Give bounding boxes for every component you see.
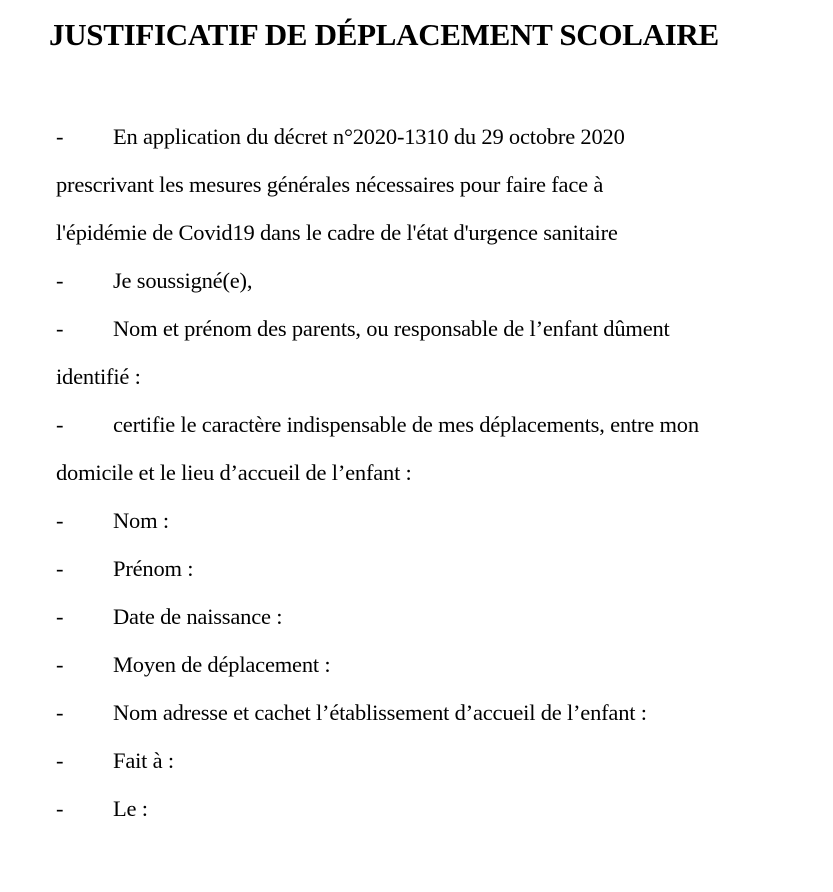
bullet-dash: -	[56, 124, 64, 149]
fait-a-field-label: Fait à :	[113, 748, 174, 773]
list-item-fait-a	[56, 737, 833, 785]
list-item-decret	[56, 113, 833, 161]
list-item-etablissement	[56, 689, 833, 737]
document-title: JUSTIFICATIF DE DÉPLACEMENT SCOLAIRE	[49, 17, 719, 52]
list-item-certifie	[56, 401, 833, 449]
etablissement-field-label: Nom adresse et cachet l’établissement d’accueil de l’enfant :	[113, 700, 647, 725]
moyen-deplacement-field-label: Moyen de déplacement :	[113, 652, 331, 677]
continuation-line	[56, 161, 833, 209]
decret-text-cont-2: l'épidémie de Covid19 dans le cadre de l'état d'urgence sanitaire	[56, 220, 618, 245]
decret-text-cont-1: prescrivant les mesures générales nécessaires pour faire face à	[56, 172, 604, 197]
continuation-line	[56, 209, 833, 257]
certifie-text-cont: domicile et le lieu d’accueil de l’enfant :	[56, 460, 412, 485]
continuation-line	[56, 353, 833, 401]
bullet-dash: -	[56, 556, 64, 581]
bullet-dash: -	[56, 748, 64, 773]
list-item-parents	[56, 305, 833, 353]
parents-field-label: Nom et prénom des parents, ou responsable de l’enfant dûment	[113, 316, 670, 341]
bullet-dash: -	[56, 604, 64, 629]
le-field-label: Le :	[113, 796, 148, 821]
parents-field-label-cont: identifié :	[56, 364, 141, 389]
continuation-line	[56, 449, 833, 497]
list-item-soussigne	[56, 257, 833, 305]
prenom-field-label: Prénom :	[113, 556, 194, 581]
list-item-nom	[56, 497, 833, 545]
bullet-dash: -	[56, 652, 64, 677]
bullet-dash: -	[56, 508, 64, 533]
bullet-dash: -	[56, 796, 64, 821]
list-item-le	[56, 785, 833, 833]
bullet-dash: -	[56, 700, 64, 725]
certifie-text: certifie le caractère indispensable de mes déplacements, entre mon	[113, 412, 699, 437]
bullet-dash: -	[56, 268, 64, 293]
date-naissance-field-label: Date de naissance :	[113, 604, 283, 629]
list-item-moyen-deplacement	[56, 641, 833, 689]
bullet-dash: -	[56, 316, 64, 341]
decret-text: En application du décret n°2020-1310 du 29 octobre 2020	[113, 124, 625, 149]
nom-field-label: Nom :	[113, 508, 169, 533]
list-item-prenom	[56, 545, 833, 593]
soussigne-text: Je soussigné(e),	[113, 268, 253, 293]
document-body	[56, 113, 833, 833]
list-item-date-naissance	[56, 593, 833, 641]
bullet-dash: -	[56, 412, 64, 437]
